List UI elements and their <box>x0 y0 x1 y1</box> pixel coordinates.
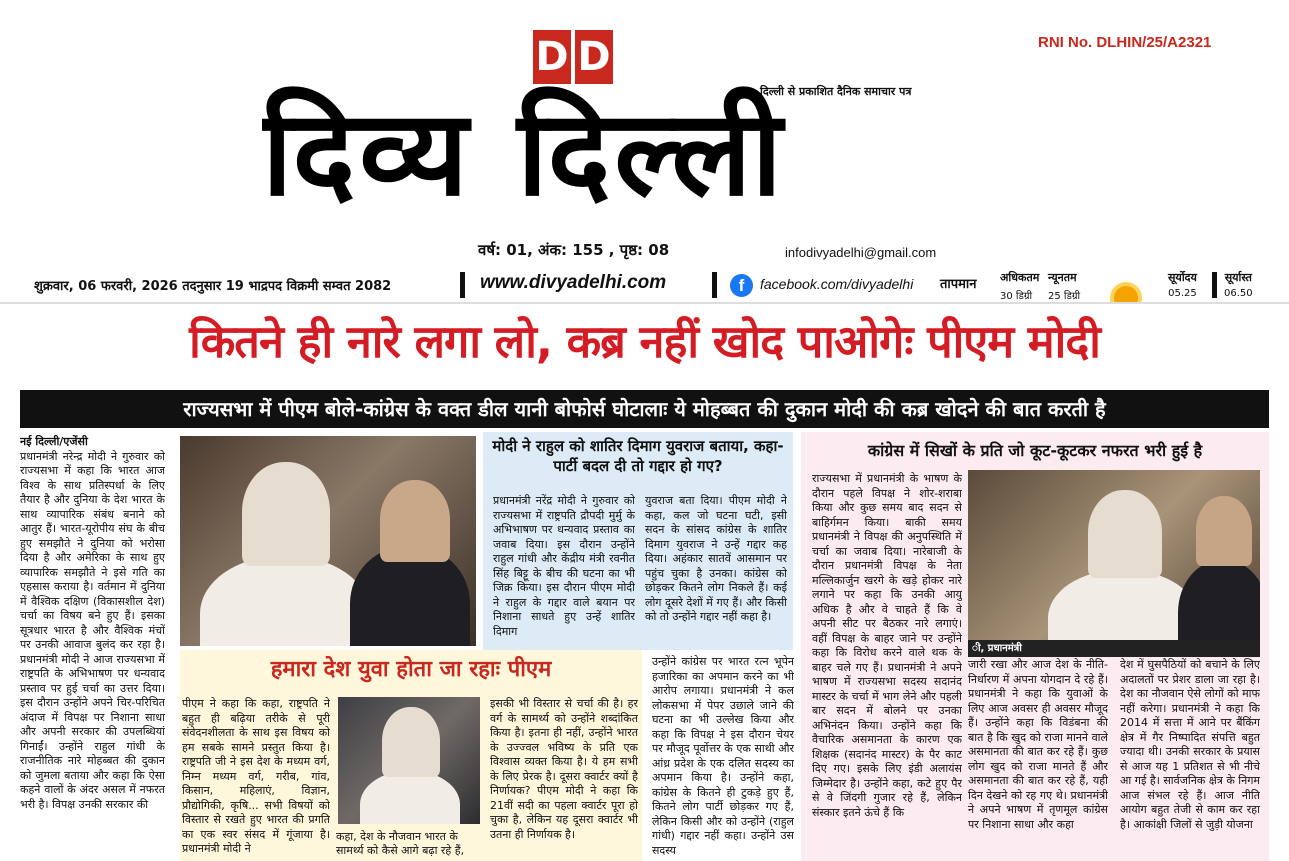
rahul-story-title: मोदी ने राहुल को शातिर दिमाग युवराज बताया, कहा- पार्टी बदल दी तो गद्दार हो गए? <box>492 437 784 476</box>
website-link[interactable]: www.divyadelhi.com <box>480 272 667 293</box>
sikh-story-left: राज्यसभा में प्रधानमंत्री के भाषण के दौरान पहले विपक्ष ने शोर-शराबा किया और कुछ समय बाद सदन से बाहिर्गमन किया। बाकी समय प्रधानमंत्री ने विपक्ष की अनुपस्थिति में चर्चा का जवाब दिया। नारेबाजी के दौरान प्रधानमंत्री विपक्ष के नेता मल्लिकार्जुन खरगे के खड़े होकर नारे लगाने पर कहा कि उनकी आयु अधिक है और वे चाहते हैं कि वे अपनी सीट पर बैठकर नारे लगाएं। वहीं विपक्ष के बाहर जाने पर उन्होंने कहा कि विरोध करने वाले थक के बाहर चले गए हैं। प्रधानमंत्री ने अपने भाषण में राज्यसभा सदस्य सदानंद मास्टर के चर्चा में भाग लेने और पहली बार सदन में बोलने पर उनका अभिनंदन किया। उन्होंने कहा कि वैचारिक असमानता के कारण एक शिक्षक (सदानंद मास्टर) के पैर काट दिए गए। इसके लिए इंडी अलायंस जिम्मेदार है। उन्होंने कहा, कटे हुए पैर से वे जिंदगी गुजार रहे हैं, लेकिन संस्कार इतने ऊंचे हैं कि <box>812 472 962 819</box>
sub-headline: राज्यसभा में पीएम बोले-कांग्रेस के वक्त डील यानी बोफोर्स घोटालाः ये मोहब्बत की दुकान मोदी की कब्र खोदने की बात करती है <box>20 390 1269 428</box>
max-temp-label: अधिकतम <box>1000 271 1040 284</box>
sikh-story-right: देश में घुसपैठियों को बचाने के लिए अदालतों पर प्रेशर डाला जा रहा है। देश का नौजवान ऐसे लोगों को माफ नहीं करेगा। प्रधानमंत्री ने कहा कि 2014 में सत्ता में आने पर बैंकिंग क्षेत्र में गैर निष्पादित संपत्ति बहुत ज्यादा थी। उनकी सरकार के प्रयास से आज यह 1 प्रतिशत से भी नीचे आ गई है। सार्वजनिक क्षेत्र के निगम आज संभल रहे हैं। आज नीति आयोग बहुत तेजी से काम कर रहा है। आकांक्षी जिलों से जुड़ी योजना <box>1120 658 1260 831</box>
sunrise-value: 05.25 <box>1168 288 1197 299</box>
photo-figure <box>380 480 450 562</box>
sunset <box>1224 270 1253 299</box>
temperature-label: तापमान <box>940 277 977 292</box>
min-temp-value: 25 डिग्री <box>1048 291 1081 302</box>
contact-email: infodivyadelhi@gmail.com <box>785 245 937 260</box>
sunrise-label: सूर्योदय <box>1168 271 1197 284</box>
logo-letter-1: D <box>533 30 571 84</box>
dateline-strip <box>0 268 1289 304</box>
photo-caption: कहा, देश के नौजवान भारत के सामर्थ्य को कैसे आगे बढ़ा रहे हैं, <box>336 830 465 858</box>
lead-story-text: प्रधानमंत्री नरेन्द्र मोदी ने गुरुवार को राज्यसभा में कहा कि भारत आज विश्व के साथ प्रतिस्पर्धा के लिए तैयार है और दुनिया के देश भारत के साथ व्यापारिक संबंध बनाने को आतुर हैं। भारत-यूरोपीय संघ के बीच हुए समझौते ने दुनिया को भरोसा दिया है और अमेरिका के साथ हुए व्यापारिक समझौते ने इसे गति का एहसास कराया है। वर्तमान में दुनिया में वैश्विक दक्षिण (विकासशील देश) चर्चा का विषय बने हुए हैं। इसका सूत्रधार भारत है और वैश्विक मंचों पर उनकी आवाज बुलंद कर रहा है। प्रधानमंत्री मोदी ने आज राज्यसभा में राष्ट्रपति के अभिभाषण पर धन्यवाद प्रस्ताव पर हुई चर्चा का उत्तर दिया। इस दौरान उन्होंने अपने चिर-परिचित अंदाज में विपक्ष पर निशाना साधा और अपनी सरकार की उपलब्धियां गिनाईं। उन्होंने राहुल गांधी के राजनीतिक नारे मोहब्बत की दुकान को जुमला बताया और कहा कि ऐसा कहने वालों के अंदर असल में नफरत भरी है। विपक्ष उनकी सरकार की <box>20 449 165 811</box>
sikh-story-mid: जारी रखा और आज देश के नीति-निर्धारण में अपना योगदान दे रहे हैं। प्रधानमंत्री ने कहा कि युवाओं के लिए आज अवसर ही अवसर मौजूद हैं। उन्होंने कहा कि विडंबना की बात है कि खुद को राजा मानने वाले असमानता की बात कर रहे हैं। कुछ लोग खुद को राजा मानते हैं और असमानता की बात कर रहे हैं, यही दिन देखने को रह गए थे। प्रधानमंत्री ने अपने भाषण में तृणमूल कांग्रेस पर निशाना साधा और कहा <box>968 658 1108 831</box>
dd-logo <box>533 30 613 84</box>
facebook-icon: f <box>730 274 753 297</box>
byline: नई दिल्ली/एजेंसी <box>20 435 88 448</box>
facebook-link[interactable]: facebook.com/divyadelhi <box>760 276 914 292</box>
divider <box>712 272 717 298</box>
masthead-title: दिव्य दिल्ली <box>262 83 787 222</box>
logo-letter-2: D <box>575 30 613 84</box>
rajya-sabha-photo <box>968 470 1260 655</box>
masthead-tagline: दिल्ली से प्रकाशित दैनिक समाचार पत्र <box>760 85 912 98</box>
rahul-story-box <box>483 432 793 650</box>
sikh-story-title: कांग्रेस में सिखों के प्रति जो कूट-कूटकर नफरत भरी हुई है <box>867 441 1203 460</box>
sun-icon <box>1098 282 1154 302</box>
rahul-story-left: प्रधानमंत्री नरेंद्र मोदी ने गुरुवार को राज्यसभा में राष्ट्रपति द्रौपदी मुर्मु के अभिभाषण पर धन्यवाद प्रस्ताव का जवाब दिया। इस दौरान उन्होंने राहुल गांधी और केंद्रीय मंत्री रवनीत सिंह बिट्टू के बीच की घटना का भी जिक्र किया। इस दौरान पीएम मोदी ने राहुल के गद्दार वाले बयान पर निशाना साधते हुए उन्हें शातिर दिमाग <box>493 494 635 638</box>
min-temperature <box>1048 270 1080 302</box>
publication-date: शुक्रवार, 06 फरवरी, 2026 तदनुसार 19 भाद्रपद विक्रमी सम्वत 2082 <box>34 279 392 294</box>
lead-story-column <box>20 435 165 861</box>
divider <box>1212 272 1217 298</box>
sunset-value: 06.50 <box>1224 288 1253 299</box>
photo-figure <box>200 556 370 646</box>
min-temp-label: न्यूनतम <box>1048 271 1077 284</box>
max-temperature <box>1000 270 1039 302</box>
issue-info: वर्ष: 01, अंक: 155 , पृष्ठ: 08 <box>478 241 670 259</box>
sunrise <box>1168 270 1197 299</box>
photo-figure <box>1196 496 1252 566</box>
main-headline: कितने ही नारे लगा लो, कब्र नहीं खोद पाओगेः पीएम मोदी <box>189 315 1100 368</box>
rni-number: RNI No. DLHIN/25/A2321 <box>1038 34 1212 51</box>
photo-figure <box>360 771 460 824</box>
pm-modi-parliament-photo <box>180 436 476 646</box>
divider <box>460 272 465 298</box>
rahul-story-right: युवराज बता दिया। पीएम मोदी ने कहा, कल जो घटना घटी, इसी सदन के सांसद कांग्रेस के शातिर दिमाग युवराज ने उन्हें गद्दार कह दिया। अहंकार सातवें आसमान पर पहुंच चुका है उनका। कांग्रेस को छोड़कर कितने लोग निकले हैं। कई लोग दूसरे देशों में गए हैं। और किसी को तो उन्होंने गद्दार नहीं कहा है। <box>645 494 787 624</box>
youth-story-title: हमारा देश युवा होता जा रहाः पीएम <box>270 657 552 682</box>
photo-caption: ी, प्रधानमंत्री <box>968 640 1260 657</box>
youth-story-left: पीएम ने कहा कि कहा, राष्ट्रपति ने बहुत ही बढ़िया तरीके से पूरी संवेदनशीलता के साथ इस विषय को हम सबके सामने प्रस्तुत किया है। राष्ट्रपति जी ने इस देश के मध्यम वर्ग, निम्न मध्यम वर्ग, गरीब, गांव, किसान, महिलाएं, विज्ञान, प्रौद्योगिकी, कृषि... सभी विषयों को विस्तार से रखते हुए भारत की प्रगति का एक स्वर संसद में गूंजाया है। प्रधानमंत्री मोदी ने <box>182 697 330 856</box>
continuation-column: उन्होंने कांग्रेस पर भारत रत्न भूपेन हजारिका का अपमान करने का भी आरोप लगाया। प्रधानमंत्री ने कल लोकसभा में पेपर उछाले जाने की घटना का भी उल्लेख किया और कहा कि विपक्ष ने इस दौरान चेयर पर मौजूद पूर्वोत्तर के एक साथी और आंध्र प्रदेश के एक दलित सदस्य का अपमान किया है। उन्होंने कहा, कांग्रेस के कितने ही टुकड़े हुए हैं, कितने लोग पार्टी छोड़कर गए हैं, लेकिन किसी और को उन्होंने (राहुल गांधी) गद्दार नहीं कहा। उन्होंने उस सदस्य <box>652 655 794 857</box>
photo-figure <box>1088 490 1162 578</box>
sunset-label: सूर्यास्त <box>1224 271 1252 284</box>
max-temp-value: 30 डिग्री <box>1000 291 1033 302</box>
youth-story-right: इसकी भी विस्तार से चर्चा की है। हर वर्ग के सामर्थ्य को उन्होंने शब्दांकित किया है। इतना ही नहीं, उन्होंने भारत के उज्ज्वल भविष्य के प्रति एक विश्वास व्यक्त किया है। ये हम सभी के लिए प्रेरक है। दूसरा क्वार्टर क्यों है निर्णायक? पीएम मोदी ने कहा कि 21वीं सदी का पहला क्वार्टर पूरा हो चुका है, लेकिन यह दूसरा क्वार्टर भी उतना ही निर्णायक है। <box>490 697 638 841</box>
photo-figure <box>382 707 440 777</box>
pm-modi-portrait-photo <box>338 697 480 824</box>
photo-figure <box>242 462 330 566</box>
